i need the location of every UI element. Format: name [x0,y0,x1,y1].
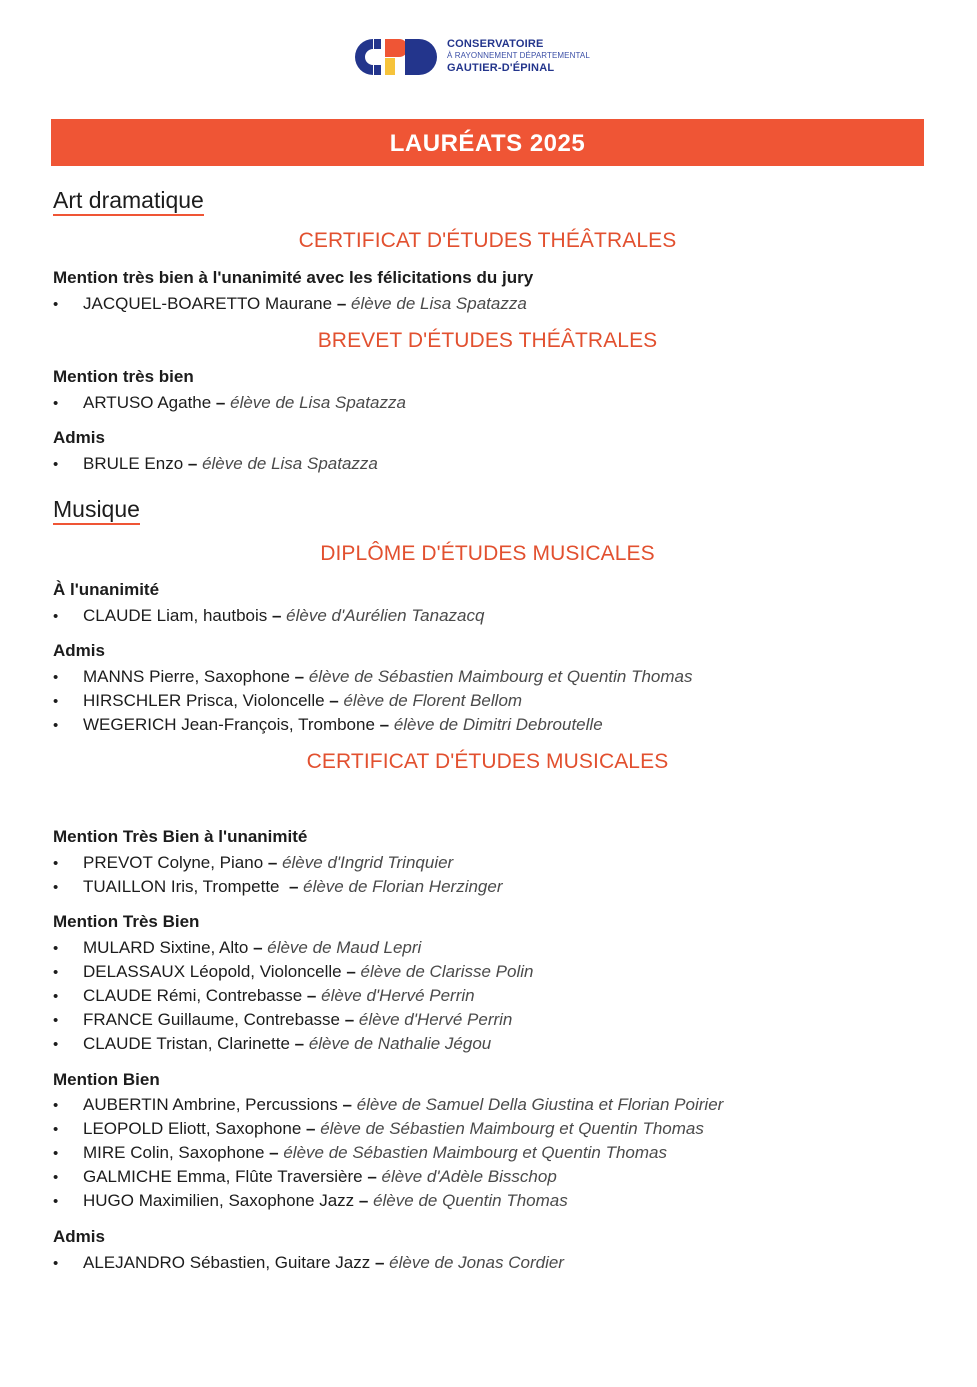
student-name: MIRE Colin, Saxophone [83,1143,265,1162]
student-name: HUGO Maximilien, Saxophone Jazz [83,1191,355,1210]
separator: – [289,667,309,686]
student-name: DELASSAUX Léopold, Violoncelle [83,962,342,981]
logo-line-1: CONSERVATOIRE [447,38,544,50]
student-name: CLAUDE Liam, hautbois [83,606,268,625]
separator: – [279,877,304,896]
teacher-name: élève d'Adèle Bisschop [381,1167,557,1186]
mention-heading: Mention Très Bien [53,912,200,931]
separator: – [337,1095,357,1114]
bullet-icon: • [53,608,59,625]
teacher-name: élève de Quentin Thomas [373,1191,568,1210]
list-item [53,715,603,736]
list-item [53,294,527,315]
separator: – [289,1034,309,1053]
list-item [53,986,475,1007]
separator: – [183,454,203,473]
separator: – [211,393,231,412]
student-name: MULARD Sixtine, Alto [83,938,249,957]
mention-heading: Mention Bien [53,1070,160,1089]
teacher-name: élève de Samuel Della Giustina et Florian Poirier [356,1095,724,1114]
list-item [53,454,378,475]
student-name: GALMICHE Emma, Flûte Traversière [83,1167,363,1186]
bullet-icon: • [53,1145,59,1162]
bullet-icon: • [53,1097,59,1114]
separator: – [374,715,394,734]
bullet-icon: • [53,879,59,896]
mention-heading: Admis [53,641,105,660]
student-name: CLAUDE Rémi, Contrebasse [83,986,303,1005]
separator: – [248,938,268,957]
teacher-name: élève de Lisa Spatazza [230,393,406,412]
separator: – [370,1253,390,1272]
student-name: AUBERTIN Ambrine, Percussions [83,1095,338,1114]
mention-heading: Mention très bien [53,367,194,386]
student-name: ALEJANDRO Sébastien, Guitare Jazz [83,1253,371,1272]
separator: – [302,986,322,1005]
teacher-name: élève d'Hervé Perrin [358,1010,513,1029]
student-name: MANNS Pierre, Saxophone [83,667,290,686]
teacher-name: élève de Jonas Cordier [389,1253,564,1272]
teacher-name: élève de Clarisse Polin [360,962,534,981]
teacher-name: élève de Florian Herzinger [303,877,503,896]
logo-line-3: GAUTIER-D'ÉPINAL [447,62,555,74]
bullet-icon: • [53,855,59,872]
teacher-name: élève de Sébastien Maimbourg et Quentin Thomas [308,667,693,686]
student-name: JACQUEL-BOARETTO Maurane [83,294,333,313]
list-item [53,1253,564,1274]
teacher-name: élève de Sébastien Maimbourg et Quentin Thomas [283,1143,668,1162]
list-item [53,667,693,688]
list-item [53,877,503,898]
bullet-icon: • [53,988,59,1005]
student-name: FRANCE Guillaume, Contrebasse [83,1010,340,1029]
separator: – [324,691,344,710]
list-item [53,1191,568,1212]
list-item [53,962,533,983]
bullet-icon: • [53,1036,59,1053]
mention-heading: Mention Très Bien à l'unanimité [53,827,308,846]
separator: – [339,1010,359,1029]
mention-heading: Mention très bien à l'unanimité avec les félicitations du jury [53,268,534,287]
separator: – [263,853,283,872]
list-item [53,1167,557,1188]
logo-line-2: À RAYONNEMENT DÉPARTEMENTAL [447,51,590,60]
list-item [53,1095,723,1116]
list-item [53,606,484,627]
bullet-icon: • [53,456,59,473]
bullet-icon: • [53,296,59,313]
list-item [53,1010,512,1031]
bullet-icon: • [53,395,59,412]
teacher-name: élève de Lisa Spatazza [202,454,378,473]
mention-heading: Admis [53,1227,105,1246]
teacher-name: élève de Lisa Spatazza [351,294,527,313]
section-title-art-dramatique: Art dramatique [53,187,204,216]
subsection-title-cem: CERTIFICAT D'ÉTUDES MUSICALES [306,750,669,773]
list-item [53,691,522,712]
bullet-icon: • [53,693,59,710]
logo-text [447,38,590,74]
list-item [53,1119,704,1140]
logo [355,36,635,78]
bullet-icon: • [53,1255,59,1272]
separator: – [264,1143,284,1162]
teacher-name: élève de Nathalie Jégou [308,1034,492,1053]
bullet-icon: • [53,669,59,686]
teacher-name: élève d'Aurélien Tanazacq [286,606,485,625]
bullet-icon: • [53,940,59,957]
bullet-icon: • [53,1121,59,1138]
crd-logo-icon [355,39,437,75]
student-name: WEGERICH Jean-François, Trombone [83,715,375,734]
bullet-icon: • [53,1169,59,1186]
subsection-title-dem: DIPLÔME D'ÉTUDES MUSICALES [320,542,655,565]
list-item [53,938,421,959]
separator: – [354,1191,374,1210]
student-name: ARTUSO Agathe [83,393,212,412]
separator: – [267,606,287,625]
student-name: CLAUDE Tristan, Clarinette [83,1034,290,1053]
list-item [53,393,406,414]
teacher-name: élève de Maud Lepri [267,938,422,957]
student-name: LEOPOLD Eliott, Saxophone [83,1119,302,1138]
subsection-title-bet: BREVET D'ÉTUDES THÉÂTRALES [317,329,658,352]
separator: – [362,1167,382,1186]
bullet-icon: • [53,1193,59,1210]
mention-heading: À l'unanimité [53,580,160,599]
list-item [53,853,453,874]
mention-heading: Admis [53,428,105,447]
student-name: PREVOT Colyne, Piano [83,853,264,872]
bullet-icon: • [53,1012,59,1029]
student-name: HIRSCHLER Prisca, Violoncelle [83,691,325,710]
teacher-name: élève de Florent Bellom [343,691,523,710]
list-item [53,1143,667,1164]
separator: – [332,294,351,313]
teacher-name: élève de Dimitri Debroutelle [393,715,603,734]
student-name: TUAILLON Iris, Trompette [83,877,280,896]
page-title-banner: LAURÉATS 2025 [51,119,924,166]
bullet-icon: • [53,717,59,734]
bullet-icon: • [53,964,59,981]
section-title-musique: Musique [53,496,140,525]
teacher-name: élève d'Ingrid Trinquier [282,853,454,872]
list-item [53,1034,491,1055]
student-name: BRULE Enzo [83,454,184,473]
teacher-name: élève de Sébastien Maimbourg et Quentin Thomas [320,1119,704,1138]
separator: – [341,962,361,981]
separator: – [301,1119,321,1138]
teacher-name: élève d'Hervé Perrin [321,986,475,1005]
subsection-title-cet: CERTIFICAT D'ÉTUDES THÉÂTRALES [298,229,677,252]
